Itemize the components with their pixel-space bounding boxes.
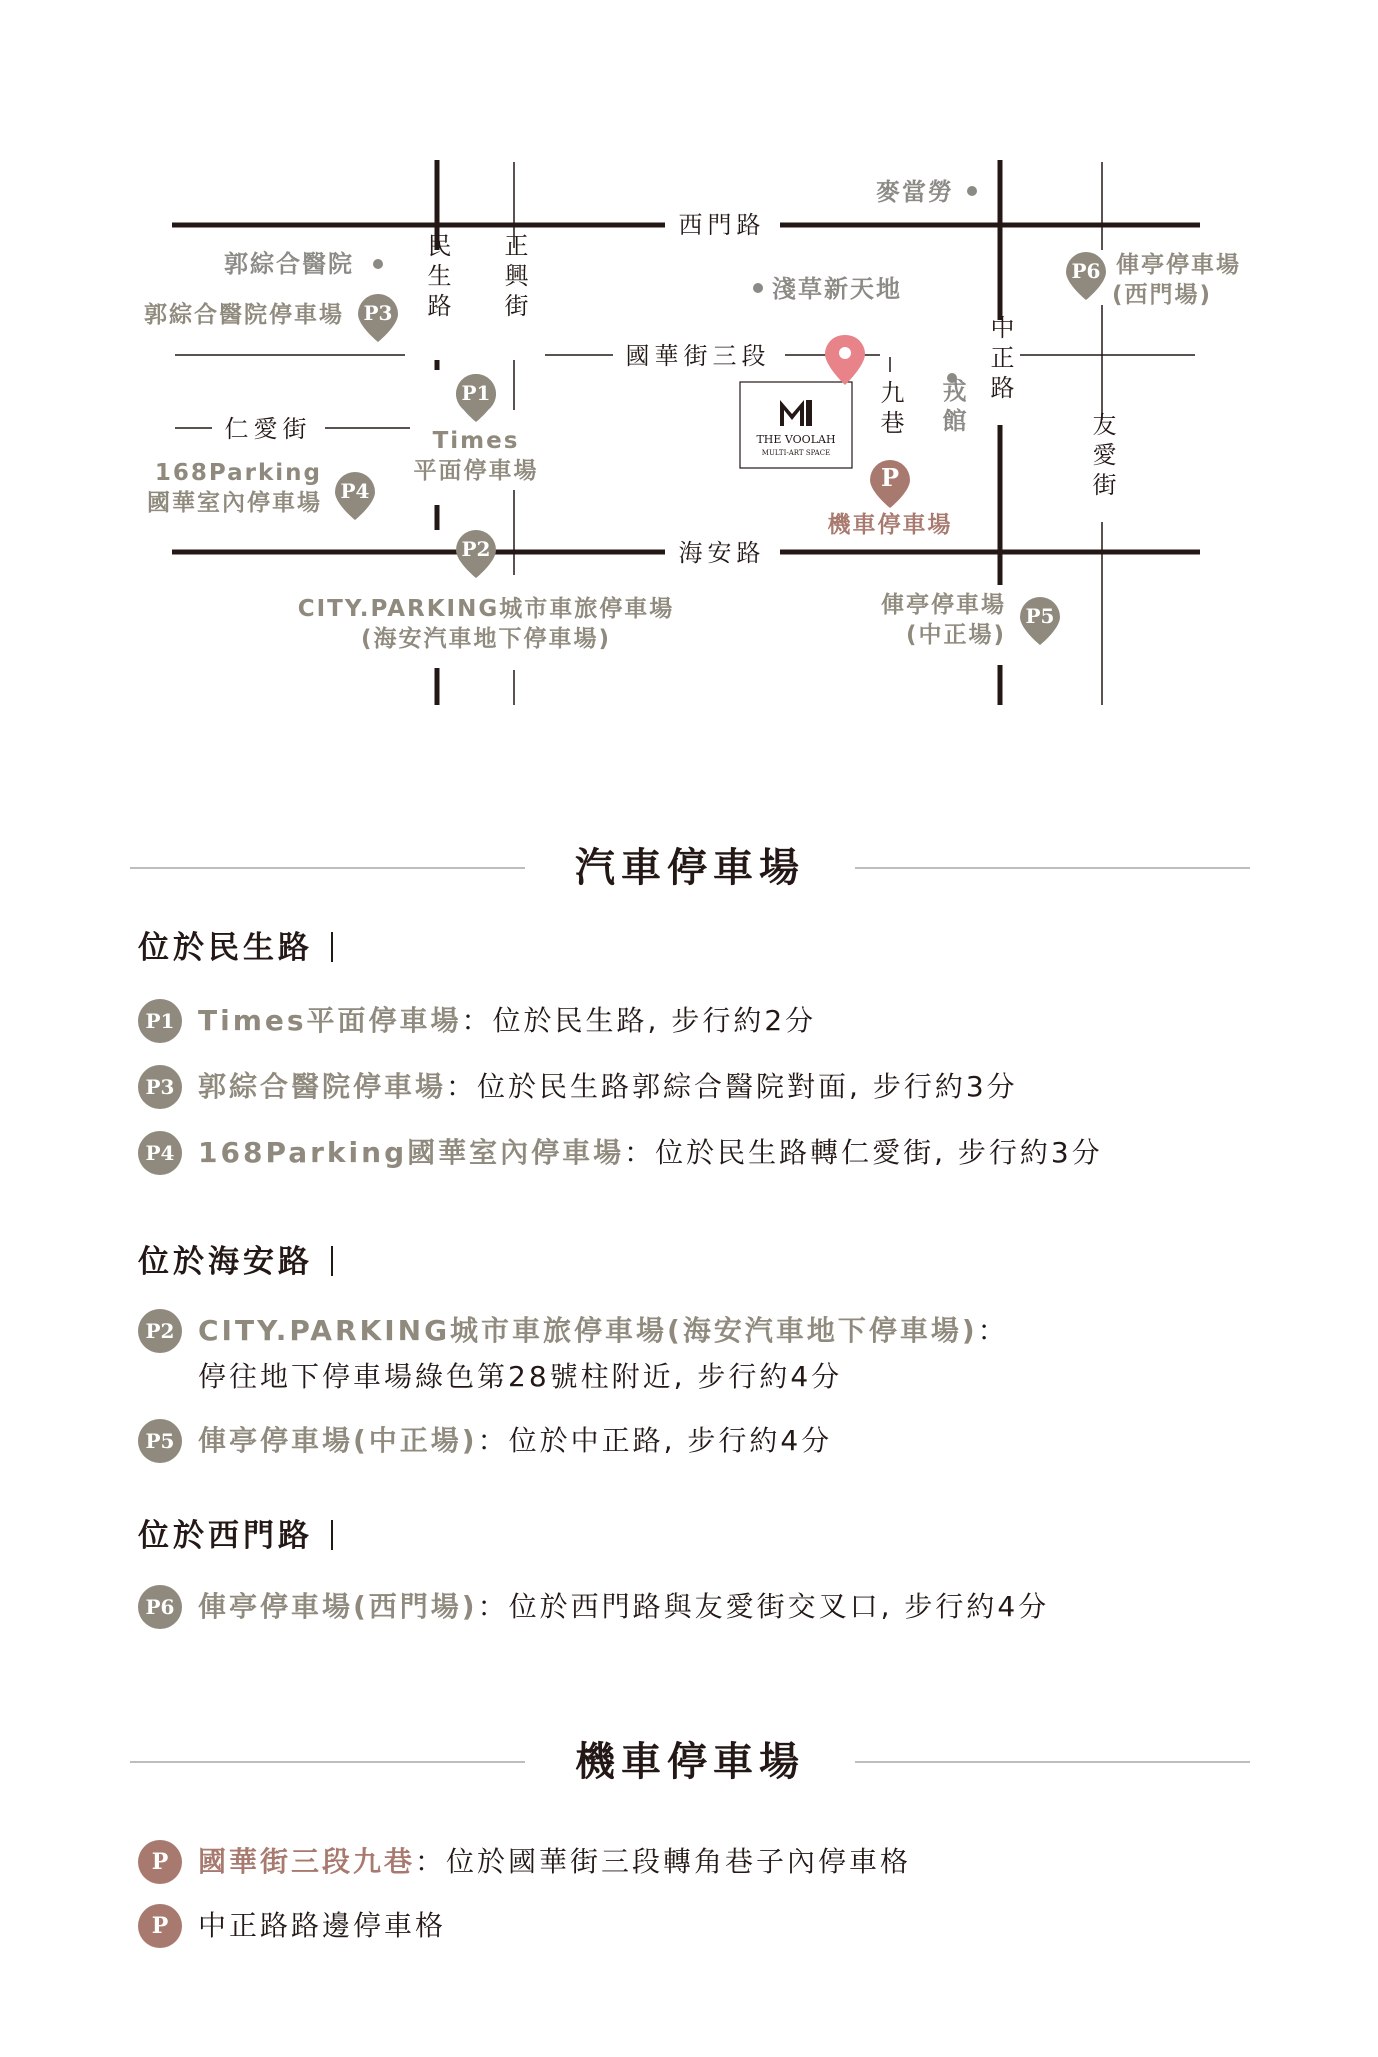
lot-desc-line-2: 停往地下停車場綠色第28號柱附近, 步行約4分	[198, 1360, 843, 1393]
street-minsheng: 民生路	[423, 233, 451, 323]
p1-badge-icon: P1	[138, 999, 182, 1043]
lot-desc: ：位於中正路, 步行約4分	[477, 1424, 833, 1457]
map-p4-label-1: 168Parking	[154, 460, 322, 486]
lot-name: Times平面停車場	[198, 1004, 462, 1037]
map-pin-moto-icon	[870, 460, 910, 508]
map-pin-p6-label: P6	[1071, 259, 1101, 283]
divider	[855, 867, 1250, 869]
street-zhongzheng: 中正路	[986, 315, 1014, 405]
moto-badge-icon: P	[138, 1904, 182, 1948]
street-jiuxiang: 九巷	[876, 380, 904, 440]
lot-name: 俥亭停車場(西門場)	[198, 1590, 478, 1623]
map-pin-p1-label: P1	[461, 381, 491, 405]
venue-name: THE VOOLAH	[756, 433, 836, 446]
street-youai: 友愛街	[1088, 412, 1116, 502]
p6-badge-icon: P6	[138, 1585, 182, 1629]
venue-logo	[740, 382, 852, 468]
group-title-haian	[138, 1242, 333, 1282]
lot-name: 168Parking國華室內停車場	[198, 1136, 625, 1169]
group-title-text: 位於西門路	[138, 1518, 313, 1554]
moto-section-title: 機車停車場	[575, 1739, 805, 1785]
street-zhengxing: 正興街	[500, 233, 528, 323]
landmark-mcdonalds: 麥當勞	[876, 178, 954, 206]
venue-subtitle: MULTI-ART SPACE	[761, 449, 831, 457]
map-pin-p2-icon	[456, 530, 496, 578]
group-title-minsheng	[138, 928, 333, 968]
map-p2-label-1: CITY.PARKING城市車旅停車場	[297, 596, 675, 622]
map-pin-p2-label: P2	[461, 537, 491, 561]
lot-desc: ：位於民生路, 步行約2分	[461, 1004, 817, 1037]
lot-name: 俥亭停車場(中正場)	[198, 1424, 478, 1457]
p5-badge-icon: P5	[138, 1419, 182, 1463]
map-pin-p6-icon	[1066, 252, 1106, 300]
map-pin-p4-label: P4	[340, 479, 370, 503]
landmark-wuguan: 戎館	[938, 378, 966, 438]
map-pin-p4-icon	[335, 472, 375, 520]
map-pin-p3-label: P3	[363, 301, 393, 325]
map-pin-p3-icon	[358, 294, 398, 342]
street-haian: 海安路	[678, 539, 766, 567]
lot-name: CITY.PARKING城市車旅停車場(海安汽車地下停車場)	[198, 1314, 978, 1347]
landmark-dot	[373, 259, 383, 269]
lot-desc: ：位於民生路郭綜合醫院對面, 步行約3分	[446, 1070, 1018, 1103]
p4-badge-icon: P4	[138, 1131, 182, 1175]
street-ximen: 西門路	[678, 211, 766, 239]
map-pin-p1-icon	[456, 374, 496, 422]
map-pin-moto-label: P	[880, 463, 900, 492]
group-title-text: 位於民生路	[138, 930, 313, 966]
lot-desc: ：	[977, 1314, 1009, 1347]
area-map	[0, 0, 1378, 720]
lot-desc: ：位於西門路與友愛街交叉口, 步行約4分	[477, 1590, 1050, 1623]
lot-desc: 中正路路邊停車格	[198, 1909, 447, 1942]
lot-desc: ：位於民生路轉仁愛街, 步行約3分	[624, 1136, 1103, 1169]
lot-name: 國華街三段九巷	[198, 1845, 416, 1878]
map-p4-label-2: 國華室內停車場	[147, 490, 322, 516]
landmark-dot	[753, 283, 763, 293]
divider	[855, 1761, 1250, 1763]
map-moto-label: 機車停車場	[827, 512, 953, 538]
p2-badge-icon: P2	[138, 1309, 182, 1353]
moto-section-header	[130, 1732, 1250, 1792]
street-guohua: 國華街三段	[625, 342, 771, 370]
group-title-ximen	[138, 1516, 333, 1556]
map-p6-label-2: (西門場)	[1112, 282, 1213, 308]
divider	[331, 932, 333, 962]
street-renai: 仁愛街	[224, 415, 312, 443]
destination-pin-icon	[825, 335, 865, 385]
p3-badge-icon: P3	[138, 1065, 182, 1109]
lot-name: 郭綜合醫院停車場	[198, 1070, 447, 1103]
moto-badge-icon: P	[138, 1840, 182, 1884]
map-p2-label-2: (海安汽車地下停車場)	[360, 626, 612, 652]
lot-desc: ：位於國華街三段轉角巷子內停車格	[415, 1845, 912, 1878]
map-p1-label-1: Times	[432, 428, 520, 454]
map-p3-label: 郭綜合醫院停車場	[144, 302, 344, 328]
landmark-dot	[967, 186, 977, 196]
landmark-hospital: 郭綜合醫院	[224, 250, 354, 278]
map-p1-label-2: 平面停車場	[413, 458, 539, 484]
map-p5-label-2: (中正場)	[905, 622, 1006, 648]
car-section-title: 汽車停車場	[575, 845, 805, 891]
divider	[331, 1520, 333, 1550]
car-section-header	[130, 838, 1250, 898]
landmark-asakusa: 淺草新天地	[772, 275, 902, 303]
map-pin-p5-icon	[1020, 597, 1060, 645]
map-pin-p5-label: P5	[1025, 604, 1055, 628]
divider	[331, 1246, 333, 1276]
group-title-text: 位於海安路	[138, 1244, 313, 1280]
map-p6-label-1: 俥亭停車場	[1116, 252, 1241, 278]
map-p5-label-1: 俥亭停車場	[881, 592, 1006, 618]
